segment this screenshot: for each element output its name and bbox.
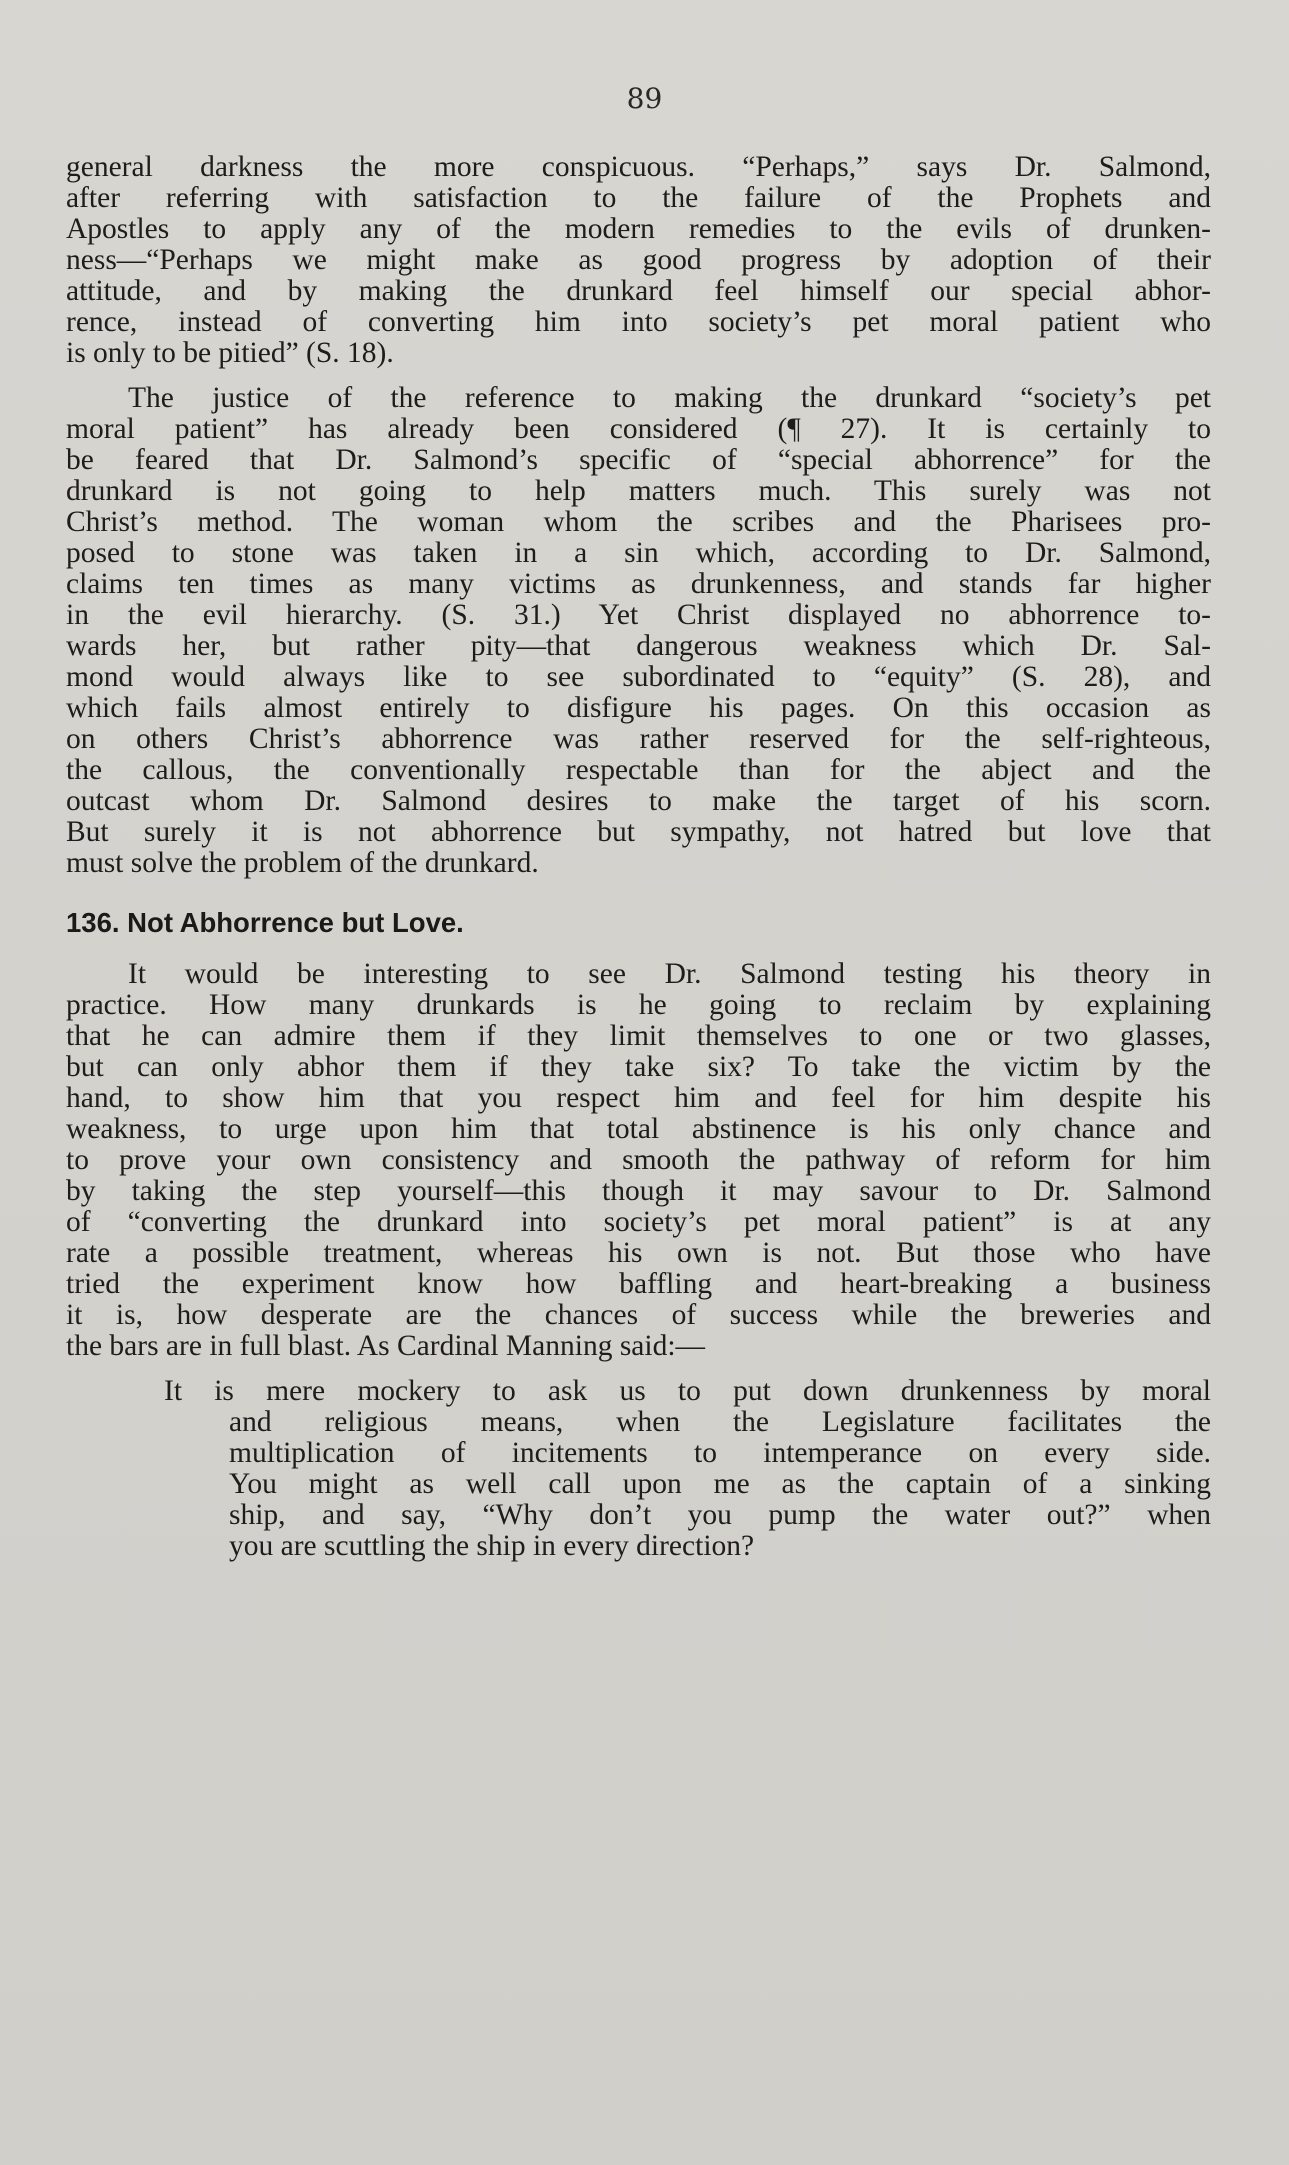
paragraph-line: moral patient” has already been considered (¶ 27). It is certainly to — [66, 413, 1211, 445]
block-quote — [66, 1376, 1211, 1562]
paragraph-line: be feared that Dr. Salmond’s specific of “special abhorrence” for the — [66, 444, 1211, 476]
paragraph-line: outcast whom Dr. Salmond desires to make the target of his scorn. — [66, 785, 1211, 817]
paragraph-line: drunkard is not going to help matters much. This surely was not — [66, 475, 1211, 507]
paragraph-line: in the evil hierarchy. (S. 31.) Yet Christ displayed no abhorrence to- — [66, 599, 1211, 631]
paragraph-line: rence, instead of converting him into society’s pet moral patient who — [66, 306, 1211, 338]
paragraph-line: it is, how desperate are the chances of success while the breweries and — [66, 1299, 1211, 1331]
paragraph-line: claims ten times as many victims as drunkenness, and stands far higher — [66, 568, 1211, 600]
quote-line: you are scuttling the ship in every direction? — [229, 1530, 755, 1562]
paragraph-line: on others Christ’s abhorrence was rather reserved for the self-righteous, — [66, 723, 1211, 755]
paragraph-line: rate a possible treatment, whereas his own is not. But those who have — [66, 1237, 1211, 1269]
paragraph-line: of “converting the drunkard into society’s pet moral patient” is at any — [66, 1206, 1211, 1238]
paragraph-line: Christ’s method. The woman whom the scribes and the Pharisees pro- — [66, 506, 1211, 538]
paragraph-line: the callous, the conventionally respectable than for the abject and the — [66, 754, 1211, 786]
paragraph-line: practice. How many drunkards is he going to reclaim by explaining — [66, 989, 1211, 1021]
paragraph-line: which fails almost entirely to disfigure his pages. On this occasion as — [66, 692, 1211, 724]
paragraph-line: posed to stone was taken in a sin which, according to Dr. Salmond, — [66, 537, 1211, 569]
quote-line: multiplication of incitements to intemperance on every side. — [229, 1437, 1211, 1469]
paragraph-2 — [66, 383, 1211, 879]
paragraph-line: general darkness the more conspicuous. “Perhaps,” says Dr. Salmond, — [66, 151, 1211, 183]
paragraph-3 — [66, 959, 1211, 1362]
paragraph-line: to prove your own consistency and smooth the pathway of reform for him — [66, 1144, 1211, 1176]
quote-line: It is mere mockery to ask us to put down drunkenness by moral — [164, 1375, 1211, 1407]
quote-line: ship, and say, “Why don’t you pump the water out?” when — [229, 1499, 1211, 1531]
quote-line: and religious means, when the Legislature facilitates the — [229, 1406, 1211, 1438]
page-number: 89 — [626, 82, 663, 115]
paragraph-line: that he can admire them if they limit themselves to one or two glasses, — [66, 1020, 1211, 1052]
section-heading: 136. Not Abhorrence but Love. — [66, 907, 464, 938]
paragraph-1 — [66, 152, 1211, 369]
paragraph-line: wards her, but rather pity—that dangerous weakness which Dr. Sal- — [66, 630, 1211, 662]
paragraph-line: attitude, and by making the drunkard feel himself our special abhor- — [66, 275, 1211, 307]
paragraph-line: after referring with satisfaction to the failure of the Prophets and — [66, 182, 1211, 214]
paragraph-line: It would be interesting to see Dr. Salmond testing his theory in — [128, 958, 1211, 990]
paragraph-line: mond would always like to see subordinated to “equity” (S. 28), and — [66, 661, 1211, 693]
paragraph-line: must solve the problem of the drunkard. — [66, 847, 539, 879]
quote-line: You might as well call upon me as the captain of a sinking — [229, 1468, 1211, 1500]
page-body — [66, 152, 1211, 1562]
paragraph-line: But surely it is not abhorrence but sympathy, not hatred but love that — [66, 816, 1211, 848]
paragraph-line: is only to be pitied” (S. 18). — [66, 337, 394, 369]
paragraph-line: but can only abhor them if they take six? To take the victim by the — [66, 1051, 1211, 1083]
paragraph-line: the bars are in full blast. As Cardinal Manning said:— — [66, 1330, 706, 1362]
paragraph-line: tried the experiment know how baffling and heart-breaking a business — [66, 1268, 1211, 1300]
paragraph-line: weakness, to urge upon him that total abstinence is his only chance and — [66, 1113, 1211, 1145]
paragraph-line: by taking the step yourself—this though it may savour to Dr. Salmond — [66, 1175, 1211, 1207]
paragraph-line: Apostles to apply any of the modern remedies to the evils of drunken- — [66, 213, 1211, 245]
paragraph-line: ness—“Perhaps we might make as good progress by adoption of their — [66, 244, 1211, 276]
paragraph-line: hand, to show him that you respect him and feel for him despite his — [66, 1082, 1211, 1114]
paragraph-line: The justice of the reference to making the drunkard “society’s pet — [128, 382, 1211, 414]
